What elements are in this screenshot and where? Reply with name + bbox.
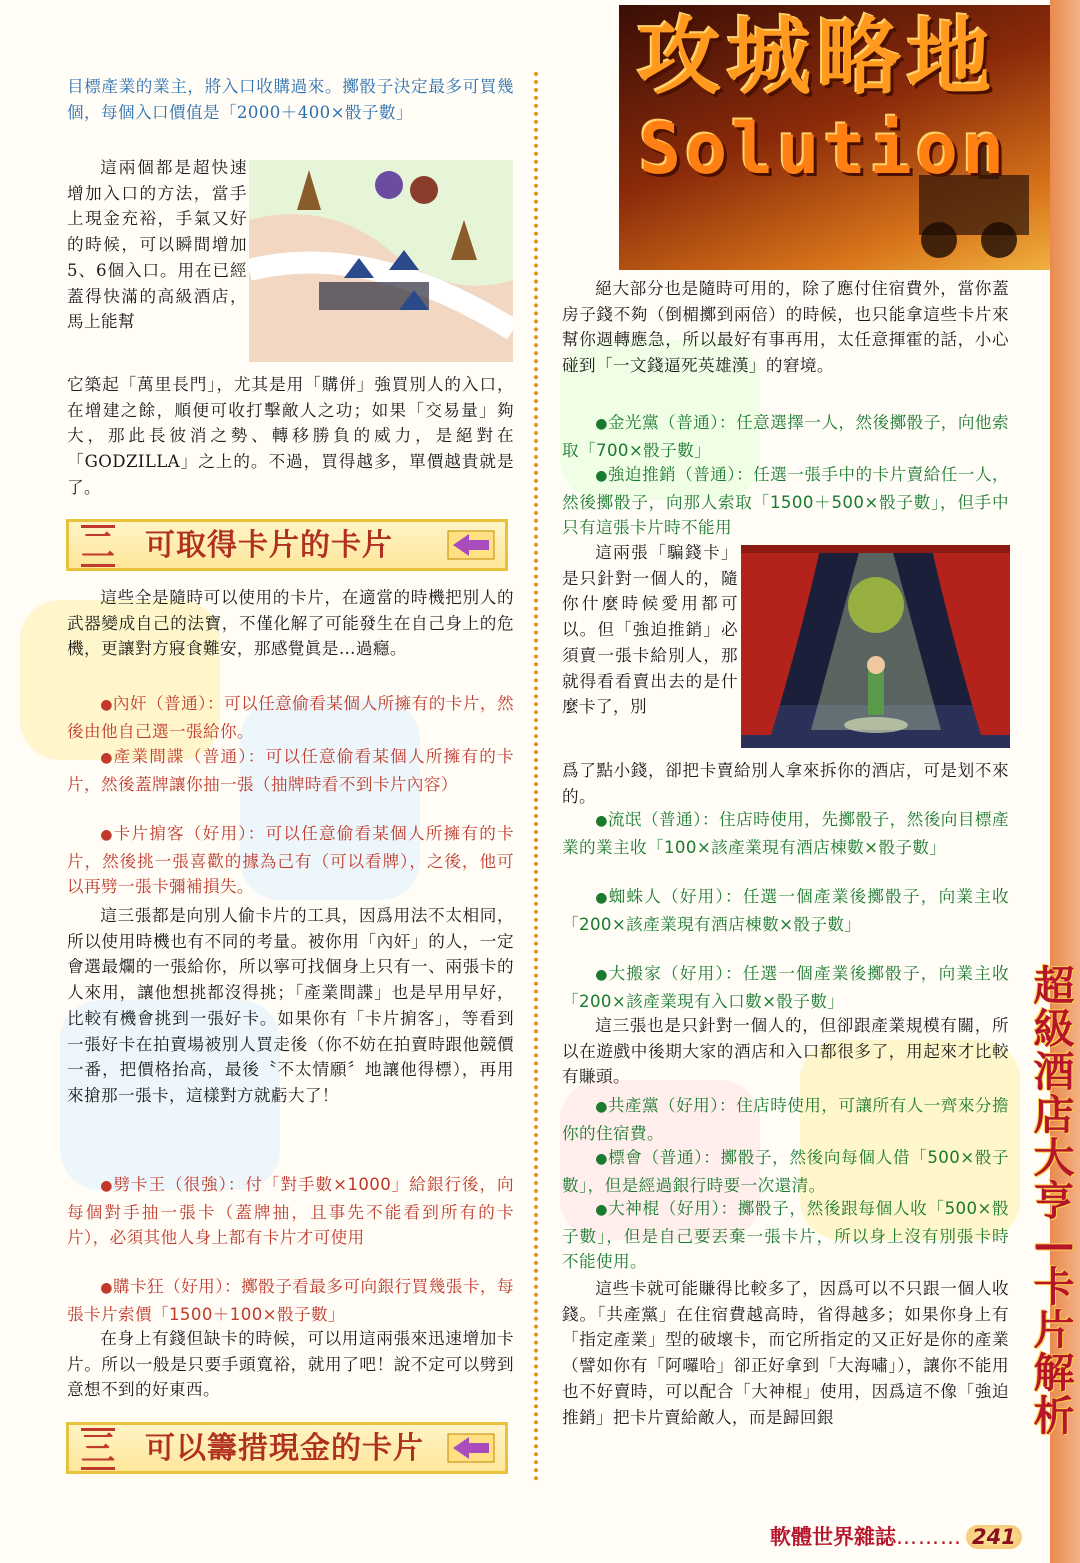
- page-footer: [770, 1521, 1022, 1551]
- vertical-series-title: 超級酒店大亨—卡片解析: [1033, 962, 1075, 1440]
- magazine-name: 軟體世界雜誌: [770, 1525, 896, 1549]
- three-cards-paragraph: 這三張都是向別人偷卡片的工具，因爲用法不太相同，所以使用時機也有不同的考量。被你用「內奸」的人，一定會選最爛的一張給你，所以寧可找個身上只有一、兩張卡的人來用，讓他想挑都沒得挑；「產業間諜」也是早用早好，比較有機會挑到一張好卡。如果你有「卡片掮客」，等看到一張好卡在拍賣場被別人買走後（你不妨在拍賣時跟他競價一番，把價格抬高，最後〝不太情願〞地讓他得標），再用來搶那一張卡，這樣對方就虧大了！: [67, 906, 514, 1105]
- cheat-cards-paragraph: 這兩張「騙錢卡」是只針對一個人的，隨你什麼時候愛用都可以。但「強迫推銷」必須賣一張卡給別人，那就得看看賣出去的是什麼卡了，別: [562, 543, 738, 717]
- banner-subtitle: Solution: [639, 108, 1009, 190]
- left-arrow-icon: [447, 1433, 495, 1463]
- footer-dots: ………: [896, 1525, 962, 1549]
- card-desc-card-broker: ●卡片掮客（好用）：可以任意偷看某個人所擁有的卡片，然後挑一張喜歡的據為己有（可以看牌），之後，他可以再劈一張卡彌補損失。: [67, 824, 514, 897]
- fast-method-paragraph: 這兩個都是超快速增加入口的方法，當手上現金充裕，手氣又好的時候，可以瞬間增加5、6個入口。用在已經蓋得快滿的高級酒店，馬上能幫: [67, 158, 247, 332]
- industry-cards-paragraph: 這三張也是只針對一個人的，但卻跟產業規模有關，所以在遊戲中後期大家的酒店和入口都很多了，用起來才比較有賺頭。: [562, 1016, 1009, 1087]
- section-heading-2: [66, 519, 508, 571]
- fast-method-paragraph-cont: 它築起「萬里長門」，尤其是用「購併」強買別人的入口，在增建之餘，順便可收打擊敵人之功；如果「交易量」夠大，那此長彼消之勢、轉移勝負的威力，是絕對在「GODZILLA」之上的。不過，買得越多，單價越貴就是了。: [67, 375, 514, 497]
- card-desc-liu-mang: ●流氓（普通）：住店時使用，先擲骰子，然後向目標產業的業主收「100×該產業現有酒店棟數×骰子數」: [562, 810, 1009, 857]
- card-desc-neijian: ●內奸（普通）：可以任意偷看某個人所擁有的卡片，然後由他自己選一張給你。: [67, 694, 514, 741]
- section-number: 二: [81, 526, 115, 566]
- card-desc-industrial-spy: ●產業間諜（普通）：可以任意偷看某個人所擁有的卡片，然後蓋牌讓你抽一張（抽牌時看不到卡片內容）: [67, 747, 514, 794]
- section-title: 可取得卡片的卡片: [145, 528, 393, 563]
- card-desc-gou-ka-kuang: ●購卡狂（好用）：擲骰子看最多可向銀行買幾張卡，每張卡片索價「1500＋100×骰子數」: [67, 1277, 514, 1324]
- section-heading-3: [66, 1422, 508, 1474]
- page-number: 241: [966, 1525, 1022, 1549]
- card-desc-da-shen-gun: ●大神棍（好用）：擲骰子，然後跟每個人收「500×骰子數」，但是自己要丟棄一張卡片，所以身上沒有別張卡時不能使用。: [562, 1199, 1009, 1272]
- card-desc-jin-guang-dang: ●金光黨（普通）：任意選擇一人，然後擲骰子，向他索取「700×骰子數」: [562, 413, 1009, 460]
- card-desc-qiang-po-tui-xiao: ●強迫推銷（普通）：任選一張手中的卡片賣給任一人，然後擲骰子，向那人索取「1500＋500×骰子數」，但手中只有這張卡片時不能用: [562, 465, 1009, 538]
- column-divider: [534, 72, 538, 1482]
- game-screenshot-stage: [741, 545, 1010, 748]
- left-arrow-icon: [447, 530, 495, 560]
- banner-title: 攻城略地: [637, 8, 998, 106]
- game-screenshot-town: [249, 160, 513, 362]
- section-number: 三: [81, 1429, 115, 1469]
- buy-cards-paragraph: 在身上有錢但缺卡的時候，可以用這兩張來迅速增加卡片。所以一般是只要手頭寬裕，就用了吧！說不定可以劈到意想不到的好東西。: [67, 1329, 514, 1400]
- cheat-cards-paragraph-cont: 爲了點小錢，卻把卡賣給別人拿來拆你的酒店，可是划不來的。: [562, 761, 1009, 806]
- card-steal-intro: 這些全是隨時可以使用的卡片，在適當的時機把別人的武器變成自己的法寶，不僅化解了可能發生在自己身上的危機，更讓對方寢食難安，那感覺眞是…過癮。: [67, 588, 514, 659]
- intro-paragraph: 目標產業的業主，將入口收購過來。擲骰子決定最多可買幾個，每個入口價值是「2000＋400×骰子數」: [67, 77, 514, 122]
- section-title: 可以籌措現金的卡片: [145, 1431, 424, 1466]
- solution-banner: [619, 5, 1050, 270]
- profit-cards-paragraph: 這些卡就可能賺得比較多了，因爲可以不只跟一個人收錢。「共產黨」在住宿費越高時，省得越多；如果你身上有「指定產業」型的破壞卡，而它所指定的又正好是你的產業（譬如你有「阿囉哈」卻正好拿到「大海嘯」），讓你不能用也不好賣時，可以配合「大神棍」使用，因爲這不像「強迫推銷」把卡片賣給敵人，而是歸回銀: [562, 1279, 1009, 1427]
- card-desc-pi-ka-wang: ●劈卡王（很強）：付「對手數×1000」給銀行後，向每個對手抽一張卡（蓋牌抽，且事先不能看到所有的卡片），必須其他人身上都有卡片才可使用: [67, 1175, 514, 1248]
- card-desc-da-ban-jia: ●大搬家（好用）：任選一個產業後擲骰子，向業主收「200×該產業現有入口數×骰子數」: [562, 964, 1009, 1011]
- cash-cards-intro: 絕大部分也是隨時可用的，除了應付住宿費外，當你蓋房子錢不夠（倒楣擲到兩倍）的時候，也只能拿這些卡片來幫你週轉應急，所以最好有事再用，太任意揮霍的話，小心碰到「一文錢逼死英雄漢」的窘境。: [562, 279, 1009, 376]
- card-desc-gong-chan-dang: ●共產黨（好用）：住店時使用，可讓所有人一齊來分擔你的住宿費。: [562, 1096, 1009, 1143]
- card-desc-spider-man: ●蜘蛛人（好用）：任選一個產業後擲骰子，向業主收「200×該產業現有酒店棟數×骰子數」: [562, 887, 1009, 934]
- card-desc-biao-hui: ●標會（普通）：擲骰子，然後向每個人借「500×骰子數」，但是經過銀行時要一次還清。: [562, 1148, 1009, 1195]
